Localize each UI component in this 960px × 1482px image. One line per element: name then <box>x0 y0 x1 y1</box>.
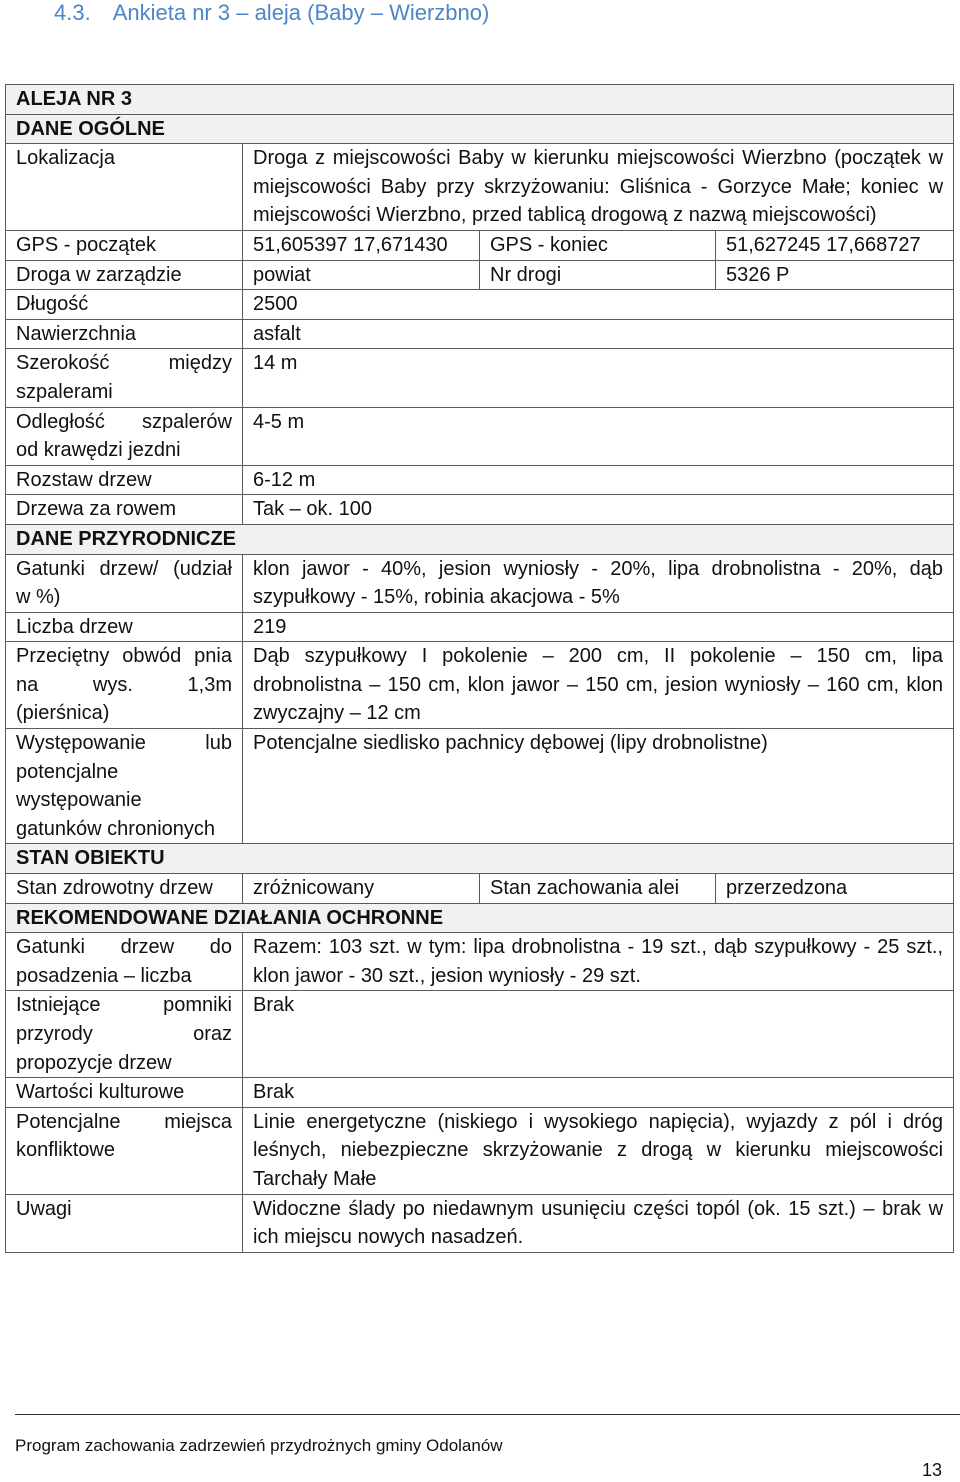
planting-value: Razem: 103 szt. w tym: lipa drobnolistna - 19 szt., dąb szypułkowy - 25 szt., klon jawor - 30 szt., jesion wyniosły - 29 szt. <box>243 933 954 991</box>
page-number: 13 <box>922 1460 943 1480</box>
recommended-actions-header: REKOMENDOWANE DZIAŁANIA OCHRONNE <box>6 903 954 933</box>
monuments-label-line3: propozycje drzew <box>16 1051 172 1074</box>
conflicts-value: Linie energetyczne (niskiego i wysokiego napięcia), wyjazdy z pól i dróg leśnych, niebezpieczne skrzyżowanie z drogą w kierunku miejscowości Tarchały Małe <box>243 1107 954 1194</box>
surface-label: Nawierzchnia <box>6 319 243 349</box>
gps-start-value: 51,605397 17,671430 <box>243 230 480 260</box>
protected-value: Potencjalne siedlisko pachnicy dębowej (lipy drobnolistne) <box>243 729 954 844</box>
distance-value: 4-5 m <box>243 407 954 465</box>
natural-data-header: DANE PRZYRODNICZE <box>6 524 954 554</box>
protected-label-line1: Występowanie lub <box>16 732 232 755</box>
monuments-value: Brak <box>243 991 954 1078</box>
girth-label-line3: (pierśnica) <box>16 702 110 725</box>
general-data-header: DANE OGÓLNE <box>6 114 954 144</box>
footer-text: Program zachowania zadrzewień przydrożnych gminy Odolanów <box>15 1436 503 1455</box>
girth-label-line1: Przeciętny obwód pnia <box>16 645 232 668</box>
object-state-header: STAN OBIEKTU <box>6 844 954 874</box>
survey-table <box>5 84 954 1253</box>
count-label: Liczba drzew <box>6 612 243 642</box>
protected-label-line3: występowanie <box>16 789 142 812</box>
protected-label-line4: gatunków chronionych <box>16 817 216 840</box>
section-title: Ankieta nr 3 – aleja (Baby – Wierzbno) <box>112 0 490 25</box>
length-label: Długość <box>6 290 243 320</box>
planting-label <box>6 933 243 991</box>
gps-end-value: 51,627245 17,668727 <box>716 230 954 260</box>
protected-label-line2: potencjalne <box>16 760 119 783</box>
conflicts-label-line2: konfliktowe <box>16 1139 115 1162</box>
monuments-label <box>6 991 243 1078</box>
conflicts-label <box>6 1107 243 1194</box>
monuments-label-line2: przyrody oraz <box>16 1023 232 1045</box>
count-value: 219 <box>243 612 954 642</box>
road-manager-label: Droga w zarządzie <box>6 260 243 290</box>
distance-label <box>6 407 243 465</box>
road-number-value: 5326 P <box>716 260 954 290</box>
girth-value: Dąb szypułkowy I pokolenie – 200 cm, II pokolenie – 150 cm, lipa drobnolistna – 150 cm, klon jawor – 150 cm, jesion wyniosły – 160 cm, klon zwyczajny – 12 cm <box>243 642 954 729</box>
planting-label-line1: Gatunki drzew do <box>16 936 232 959</box>
distance-label-line2: od krawędzi jezdni <box>16 439 181 462</box>
preservation-label: Stan zachowania alei <box>480 874 716 904</box>
planting-label-line2: posadzenia – liczba <box>16 964 192 987</box>
width-value: 14 m <box>243 349 954 407</box>
gps-start-label: GPS - początek <box>6 230 243 260</box>
girth-label-line2: na wys. 1,3m <box>16 673 232 696</box>
girth-label <box>6 642 243 729</box>
cultural-value: Brak <box>243 1078 954 1108</box>
footer-divider <box>15 1414 960 1415</box>
width-label-line2: szpalerami <box>16 380 113 403</box>
ditch-value: Tak – ok. 100 <box>243 495 954 525</box>
health-label: Stan zdrowotny drzew <box>6 874 243 904</box>
location-value: Droga z miejscowości Baby w kierunku miejscowości Wierzbno (początek w miejscowości Baby przy skrzyżowaniu: Gliśnica - Gorzyce Małe; koniec w miejscowości Wierzbno, przed tablicą drogową z nazwą miejscowości) <box>243 144 954 231</box>
spacing-value: 6-12 m <box>243 465 954 495</box>
road-number-label: Nr drogi <box>480 260 716 290</box>
surface-value: asfalt <box>243 319 954 349</box>
cultural-label: Wartości kulturowe <box>6 1078 243 1108</box>
road-manager-value: powiat <box>243 260 480 290</box>
gps-end-label: GPS - koniec <box>480 230 716 260</box>
notes-label: Uwagi <box>6 1194 243 1252</box>
spacing-label: Rozstaw drzew <box>6 465 243 495</box>
preservation-value: przerzedzona <box>716 874 954 904</box>
monuments-label-line1: Istniejące pomniki <box>16 994 232 1017</box>
species-value: klon jawor - 40%, jesion wyniosły - 20%, lipa drobnolistna - 20%, dąb szypułkowy - 15%, robinia akacjowa - 5% <box>243 554 954 612</box>
length-value: 2500 <box>243 290 954 320</box>
alley-header: ALEJA NR 3 <box>6 85 954 115</box>
section-number: 4.3. <box>54 0 91 25</box>
protected-label <box>6 729 243 844</box>
width-label-line1: Szerokość między <box>16 352 232 375</box>
notes-value: Widoczne ślady po niedawnym usunięciu części topól (ok. 15 szt.) – brak w ich miejscu nowych nasadzeń. <box>243 1194 954 1252</box>
conflicts-label-line1: Potencjalne miejsca <box>16 1110 232 1133</box>
species-label-line1: Gatunki drzew/ (udział <box>16 557 232 580</box>
section-heading <box>54 0 489 26</box>
distance-label-line1: Odległość szpalerów <box>16 410 232 433</box>
width-label <box>6 349 243 407</box>
species-label <box>6 554 243 612</box>
species-label-line2: w %) <box>16 586 61 609</box>
ditch-label: Drzewa za rowem <box>6 495 243 525</box>
location-label: Lokalizacja <box>6 144 243 231</box>
health-value: zróżnicowany <box>243 874 480 904</box>
